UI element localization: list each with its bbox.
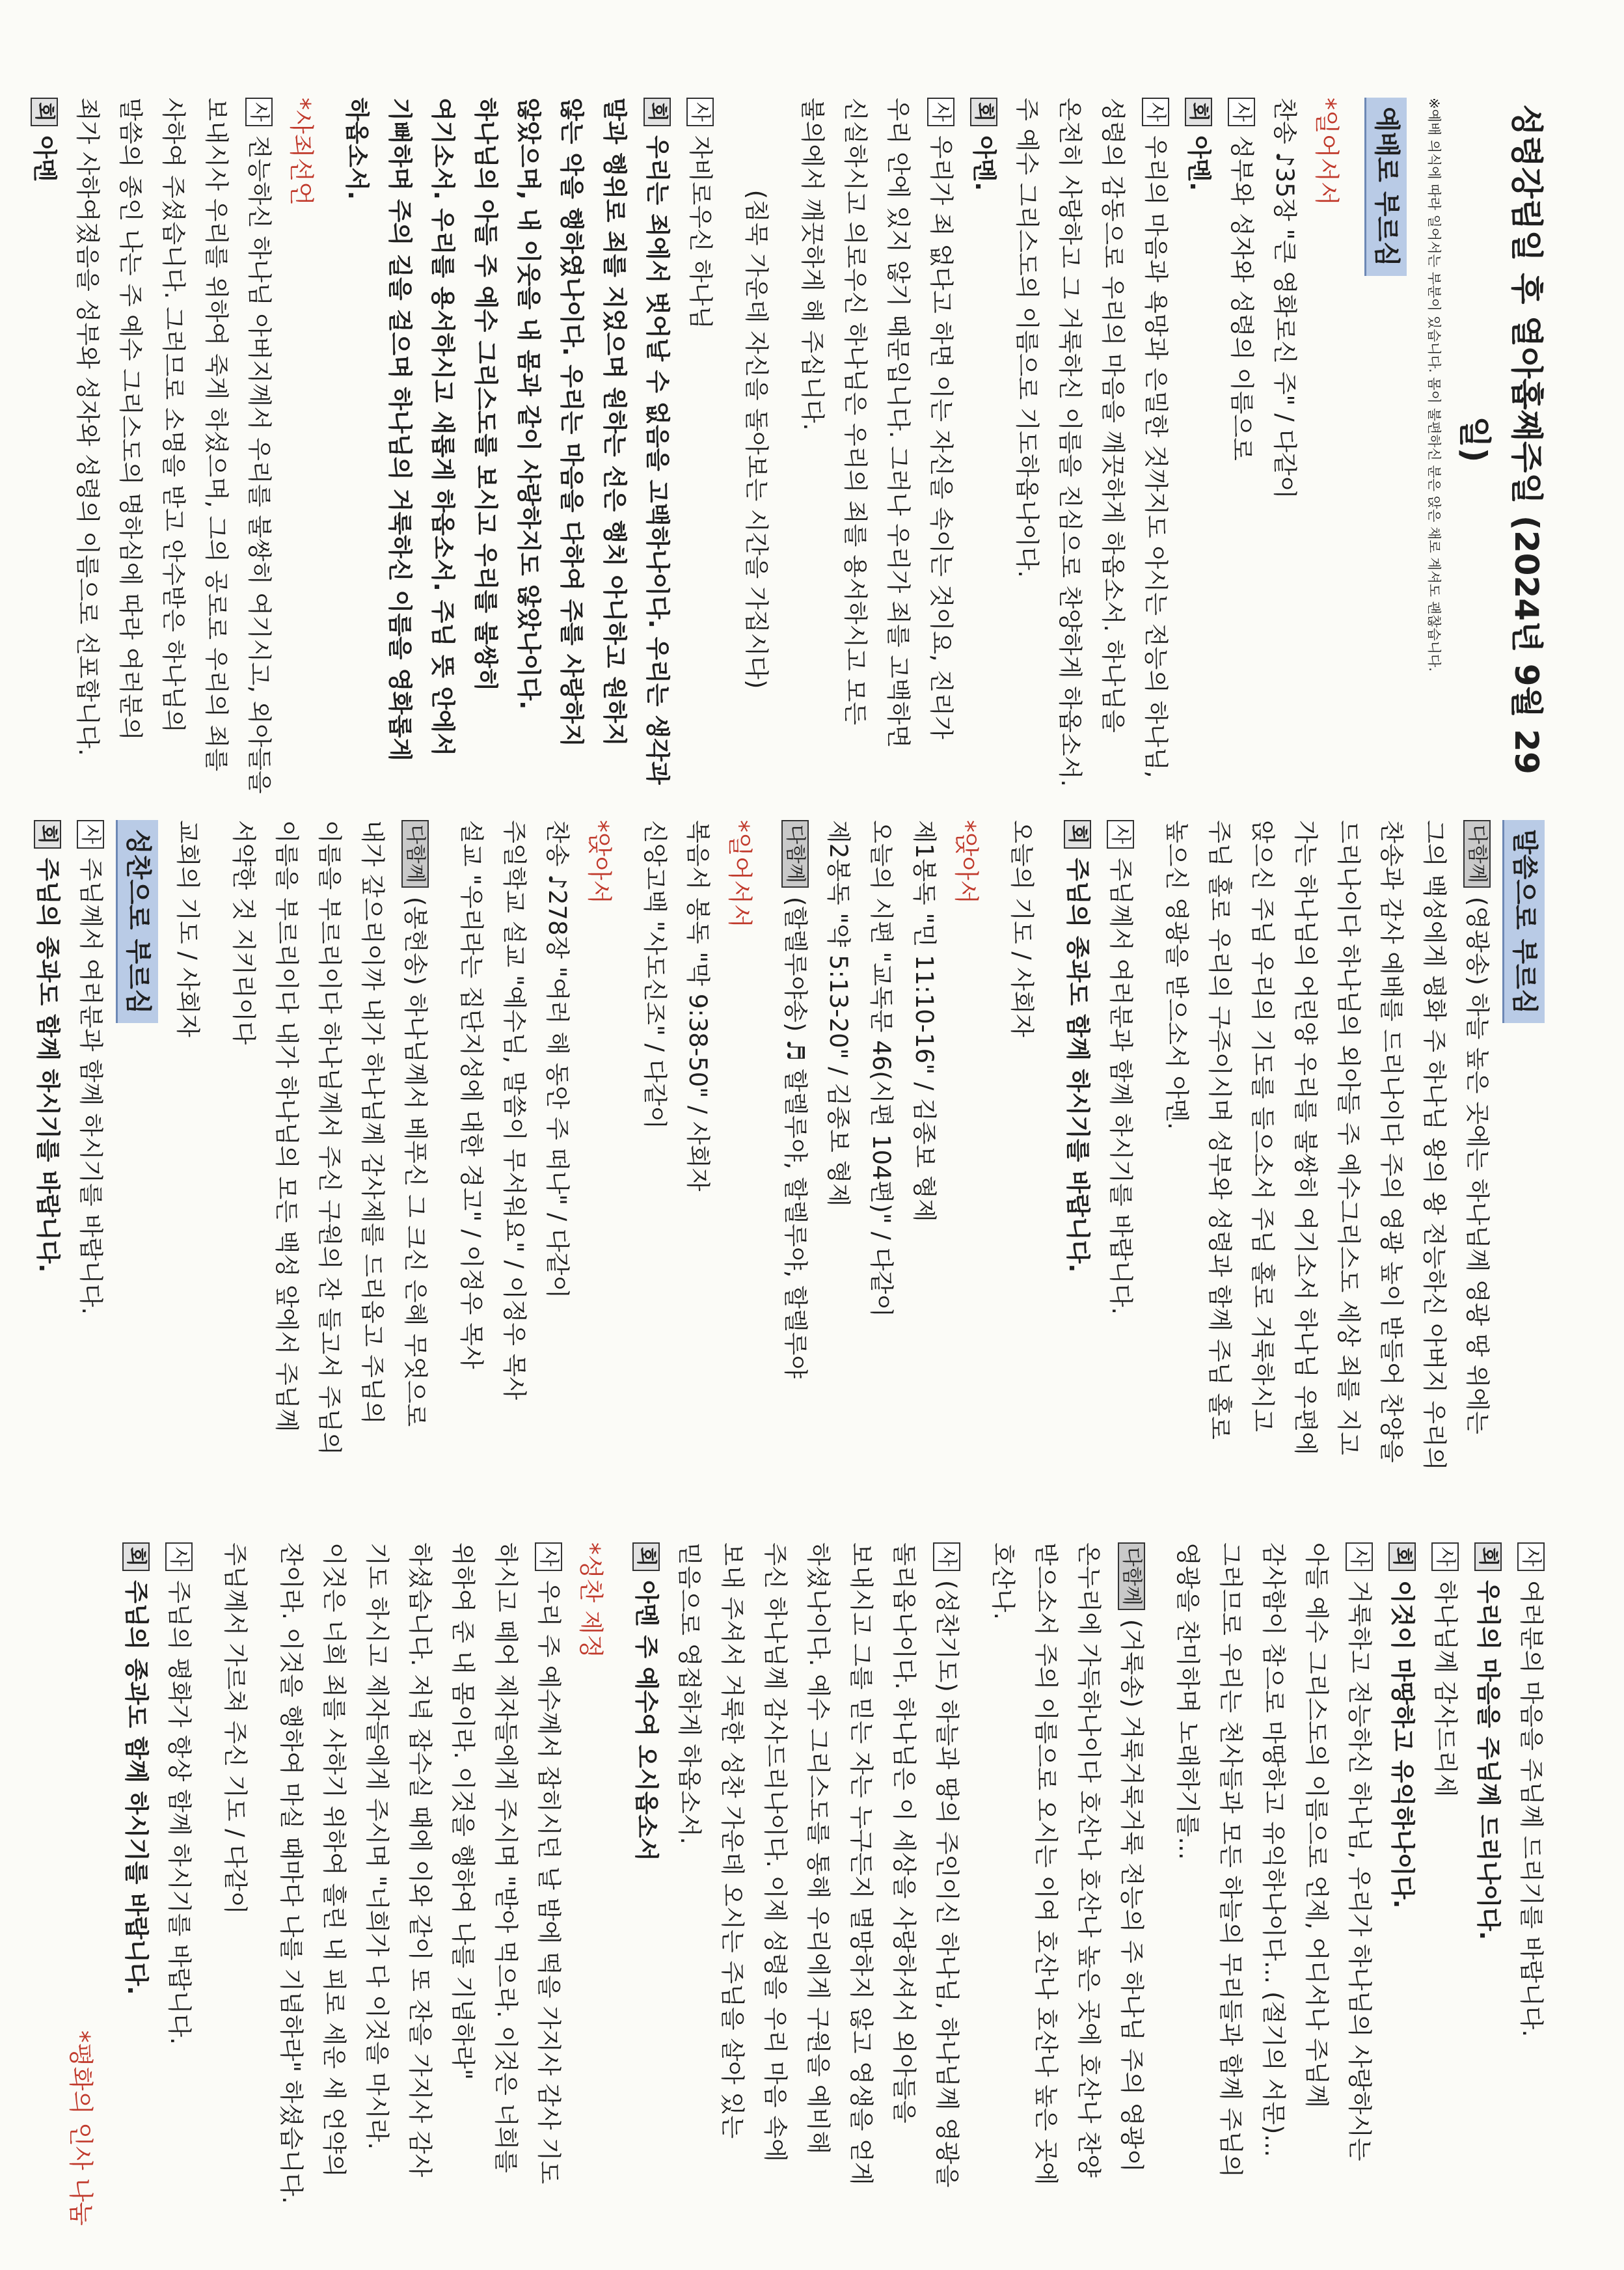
- liturgy-line: 회우리는 죄에서 벗어날 수 없음을 고백하나이다. 우리는 생각과: [636, 98, 679, 781]
- leader-tag: 사: [165, 1542, 193, 1571]
- notice-text: ※예배 의식에 따라 일어서는 부분이 있습니다. 몸이 불편하신 분은 앉은 채로 계셔도 괜찮습니다.: [1426, 98, 1442, 672]
- liturgy-line: 회아멘.: [1177, 98, 1220, 781]
- text-line: 말씀의 종인 나는 주 예수 그리스도의 명하심에 따라 여러분의: [116, 98, 144, 741]
- text-line: 불의에서 깨끗하게 해 주십니다.: [798, 98, 826, 431]
- prayer-of-the-day: 오늘의 기도 / 사회자: [1008, 820, 1036, 1037]
- liturgy-line: 회주님의 종과도 함께 하시기를 바랍니다.: [1056, 820, 1099, 1503]
- liturgy-line: 사성부와 성자와 성령의 이름으로: [1220, 98, 1263, 781]
- text-line: 서약한 것 지키리이다: [230, 820, 258, 1045]
- text-line: 가는 하나님의 어린양 우리를 불쌍히 여기소서 하나님 우편에: [1292, 820, 1320, 1455]
- text-line: 찬송과 감사 예배를 드리나이다 주의 영광 높이 받들어 찬양을: [1377, 820, 1405, 1463]
- liturgy-line: 다함께(거룩송) 거룩거룩거룩 전능의 주 하나님 주의 영광이: [1110, 1542, 1153, 2226]
- text-line: 하옵소서.: [343, 98, 371, 200]
- congregation-tag: 회: [970, 98, 997, 126]
- liturgy-line: 사하나님께 감사드리세: [1424, 1542, 1467, 2226]
- congregation-tag: 회: [632, 1542, 660, 1571]
- text-line: 주님 홀로 우리의 구주이시며 성부와 성령과 함께 주님 홀로: [1206, 820, 1234, 1440]
- text-line: 하나님의 아들 주 예수 그리스도를 보시고 우리를 불쌍히: [472, 98, 500, 692]
- reading-line: 신앙고백 "사도신조" / 다같이: [641, 820, 669, 1129]
- liturgy-line: 다함께(봉헌송) 하나님께서 베푸신 그 크신 은혜 무엇으로: [394, 820, 437, 1503]
- text-line: 기도 하시고 제자들에게 주시며 "너희가 다 이것을 마시라.: [363, 1542, 391, 2150]
- congregation-tag: 회: [643, 98, 671, 126]
- text-line: 하시고 떼어 제자들에게 주시며 "받아 먹으라. 이것은 너희를: [492, 1542, 520, 2173]
- rubric-stand: *일어서서: [725, 820, 754, 928]
- leader-tag: 사: [1107, 820, 1134, 849]
- rubric-stand: *일어서서: [1312, 98, 1341, 206]
- reading-line: 복음서 봉독 "막 9:38-50" / 사회자: [684, 820, 712, 1192]
- congregation-tag: 회: [34, 820, 61, 849]
- text-line: 하셨습니다. 저녁 잡수실 때에 이와 같이 또 잔을 가지사 감사: [406, 1542, 434, 2178]
- liturgy-line: 회아멘 주 예수여 오시옵소서: [625, 1542, 668, 2226]
- text-line: 않았으며, 내 이웃을 내 몸과 같이 사랑하지도 않았나이다.: [515, 98, 543, 710]
- liturgy-line: 회주님의 종과도 함께 하시기를 바랍니다.: [115, 1542, 157, 2226]
- rubric-peace: *평화의 인사 나눔: [66, 2030, 95, 2226]
- all-together-tag: 다함께: [1118, 1542, 1145, 1610]
- rubric-institution: *성찬 제정: [576, 1542, 605, 1658]
- liturgy-line: 사여러분의 마음을 주님께 드리기를 바랍니다.: [1509, 1542, 1552, 2226]
- text-line: 영광을 찬미하며 노래하기를...: [1174, 1542, 1202, 1860]
- liturgy-line: 회아멘: [23, 98, 66, 781]
- liturgy-line: 사우리 주 예수께서 잡히시던 날 밤에 떡을 가지사 감사 기도: [527, 1542, 570, 2226]
- text-line: 내가 갚으리이까 내가 하나님께 감사제를 드리옵고 주님의: [359, 820, 386, 1425]
- section-header-communion: 성찬으로 부르심: [116, 820, 158, 1023]
- text-line: 이것은 너희 죄를 사하기 위하여 흘린 내 피로 세운 새 언약의: [320, 1542, 348, 2178]
- hymn-line: 찬송 ♪35장 "큰 영화로신 주" / 다같이: [1271, 98, 1299, 499]
- text-line: 죄가 사하여졌음을 성부와 성자와 성령의 이름으로 선포합니다.: [74, 98, 102, 756]
- text-line: 하셨나이다. 예수 그리스도를 통해 우리에게 구원을 예비해: [804, 1542, 832, 2155]
- reading-line: 오늘의 시편 "교독문 46(시편 104편)" / 다같이: [867, 820, 895, 1318]
- congregation-tag: 회: [31, 98, 58, 126]
- leader-tag: 사: [686, 98, 714, 126]
- church-prayer: 교회의 기도 / 사회자: [174, 820, 202, 1037]
- text-line: 기뻐하며 주의 길을 걸으며 하나님의 거룩하신 이름을 영화롭게: [386, 98, 414, 761]
- congregation-tag: 회: [122, 1542, 150, 1571]
- text-line: 그러므로 우리는 천사들과 모든 하늘의 무리들과 함께 주님의: [1217, 1542, 1245, 2178]
- section-header-word: 말씀으로 부르심: [1502, 820, 1545, 1023]
- liturgy-line: 사(성찬기도) 하늘과 땅의 주인이신 하나님, 하나님께 영광을: [925, 1542, 968, 2226]
- text-line: 받으소서 주의 이름으로 오시는 이여 호산나 호산나 높은 곳에: [1032, 1542, 1060, 2185]
- leader-tag: 사: [1517, 1542, 1545, 1571]
- text-line: 말과 행위로 죄를 지었으며 원하는 선은 행치 아니하고 원하지: [601, 98, 629, 746]
- text-line: 않는 악을 행하였나이다. 우리는 마음을 다하여 주를 사랑하지: [558, 98, 586, 747]
- liturgy-line: 회아멘.: [962, 98, 1005, 781]
- reading-line: 제1봉독 "민 11:10-16" / 김종보 형제: [910, 820, 938, 1222]
- text-line: 감사함이 참으로 마땅하고 유익하나이다... (절기의 서문)...: [1260, 1542, 1288, 2157]
- rubric-sit: *앉아서: [952, 820, 981, 905]
- text-line: 믿음으로 영접하게 하옵소서.: [675, 1542, 703, 1845]
- text-line: 사하여 주셨습니다. 그러므로 소명을 받고 안수받은 하나님의: [159, 98, 187, 733]
- all-together-tag: 다함께: [401, 820, 429, 888]
- liturgy-line: 다함께(할렐루야송) ♬ 할렐루야, 할렐루야, 할렐루야: [774, 820, 817, 1503]
- text-line: 이름을 부르리이다 하나님께서 주신 구원의 잔 들고서 주님의: [316, 820, 344, 1455]
- lords-prayer: 주님께서 가르쳐 주신 기도 / 다같이: [221, 1542, 249, 1915]
- leader-tag: 사: [1431, 1542, 1459, 1571]
- text-line: 보내 주셔서 거룩한 성찬 가운데 오시는 주님을 살아 있는: [718, 1542, 746, 2139]
- text-line: 주 예수 그리스도의 이름으로 기도하옵나이다.: [1013, 98, 1041, 578]
- liturgy-line: 사전능하신 하나님 아버지께서 우리를 불쌍히 여기시고, 외아들을: [237, 98, 280, 781]
- liturgy-line: 사주님의 평화가 항상 함께 하시기를 바랍니다.: [157, 1542, 200, 2226]
- text-line: 앉으신 주님 우리의 기도를 들으소서 주님 홀로 거룩하시고: [1249, 820, 1277, 1432]
- silence-instruction: (침묵 가운데 자신을 돌아보는 시간을 가집시다): [742, 189, 770, 689]
- rubric-sit: *앉아서: [585, 820, 614, 905]
- congregation-tag: 회: [1185, 98, 1212, 126]
- congregation-tag: 회: [1064, 820, 1091, 849]
- column-2: [26, 820, 1552, 1503]
- column-3: [60, 1542, 1552, 2226]
- leader-tag: 사: [933, 1542, 960, 1571]
- text-line: 우리 안에 있지 않기 때문입니다. 그러나 우리가 죄를 고백하면: [884, 98, 912, 748]
- leader-tag: 사: [927, 98, 954, 126]
- liturgy-line: 회우리의 마음을 주님께 드리나이다.: [1467, 1542, 1509, 2226]
- all-together-tag: 다함께: [781, 820, 809, 888]
- rubric-absolution: *사죄선언: [287, 98, 316, 206]
- text-line: 주신 하나님께 감사드리나이다. 이제 성령을 우리 마음 속에: [761, 1542, 789, 2162]
- hymn-line: 찬송 ♪278장 "여러 해 동안 주 떠나" / 다같이: [543, 820, 571, 1299]
- text-line: 위하여 준 내 몸이라. 이것을 행하여 나를 기념하라": [449, 1542, 477, 2080]
- text-line: 보내시고 그를 믿는 자는 누구든지 멸망하지 않고 영생을 얻게: [847, 1542, 875, 2185]
- leader-tag: 사: [1142, 98, 1169, 126]
- text-line: 높으신 영광을 받으소서 아멘.: [1163, 820, 1191, 1130]
- all-together-tag: 다함께: [1463, 820, 1491, 888]
- text-line: 성령의 감동으로 우리의 마음을 깨끗하게 하옵소서. 하나님을: [1099, 98, 1127, 733]
- leader-tag: 사: [535, 1542, 562, 1571]
- text-line: 돌리옵나이다. 하나님은 이 세상을 사랑하셔서 외아들을: [890, 1542, 918, 2124]
- liturgy-line: 사자비로우신 하나님: [679, 98, 722, 781]
- liturgy-line: 회이것이 마땅하고 유익하나이다.: [1381, 1542, 1424, 2226]
- text-line: 잔이라. 이것을 행하여 마실 때마다 나를 기념하라" 하셨습니다.: [277, 1542, 305, 2204]
- liturgy-line: 사주님께서 여러분과 함께 하시기를 바랍니다.: [69, 820, 112, 1503]
- leader-tag: 사: [1346, 1542, 1373, 1571]
- text-line: 아들 예수 그리스도의 이름으로 언제, 어디서나 주님께: [1303, 1542, 1331, 2108]
- text-line: 드리나이다 하나님의 외아들 주 예수그리스도 세상 죄를 지고: [1334, 820, 1362, 1455]
- leader-tag: 사: [1228, 98, 1255, 126]
- sermon-line: 설교 "우리라는 집단지성에 대한 경고" / 이정우 목사: [457, 820, 485, 1369]
- text-line: 온누리에 가득하나이다 호산나 호산나 높은 곳에 호산나 찬양: [1075, 1542, 1103, 2178]
- liturgy-line: 사우리가 죄 없다고 하면 이는 자신을 속이는 것이요, 진리가: [919, 98, 962, 781]
- liturgy-line: 사거룩하고 전능하신 하나님, 우리가 하나님의 사랑하시는: [1338, 1542, 1381, 2226]
- liturgy-line: 사주님께서 여러분과 함께 하시기를 바랍니다.: [1099, 820, 1142, 1503]
- congregation-tag: 회: [1474, 1542, 1502, 1571]
- text-line: 보내시사 우리를 위하여 죽게 하셨으며, 그의 공로로 우리의 죄를: [202, 98, 230, 772]
- text-line: 온전히 사랑하고 그 거룩하신 이름을 진심으로 찬양하게 하옵소서.: [1056, 98, 1084, 787]
- leader-tag: 사: [77, 820, 104, 849]
- page-title: 성령강림일 후 열아홉째주일 (2024년 9월 29일): [1455, 104, 1545, 774]
- congregation-tag: 회: [1388, 1542, 1416, 1571]
- text-line: 그의 백성에게 평화 주 하나님 왕의 왕 전능하신 아버지 우리의: [1420, 820, 1448, 1471]
- liturgy-line: 사우리의 마음과 욕망과 은밀한 것까지도 아시는 전능의 하나님,: [1134, 98, 1177, 781]
- section-header-worship-call: 예배로 부르심: [1364, 98, 1407, 276]
- text-line: 신실하시고 의로우신 하나님은 우리의 죄를 용서하시고 모든: [841, 98, 869, 726]
- text-line: 이름을 부르리이다 내가 하나님의 모든 백성 앞에서 주님께: [273, 820, 301, 1432]
- leader-tag: 사: [245, 98, 273, 126]
- text-line: 호산나.: [989, 1542, 1017, 1620]
- text-line: 여기소서. 우리를 용서하시고 새롭게 하옵소서. 주님 뜻 안에서: [429, 98, 457, 756]
- sermon-line: 주일학교 설교 "예수님, 말씀이 무서워요" / 이정우 목사: [500, 820, 528, 1401]
- liturgy-line: 다함께(영광송) 하늘 높은 곳에는 하나님께 영광 땅 위에는: [1455, 820, 1498, 1503]
- reading-line: 제2봉독 "약 5:13-20" / 김종보 형제: [824, 820, 852, 1207]
- column-1: [23, 98, 1552, 794]
- liturgy-line: 회주님의 종과도 함께 하시기를 바랍니다.: [26, 820, 69, 1503]
